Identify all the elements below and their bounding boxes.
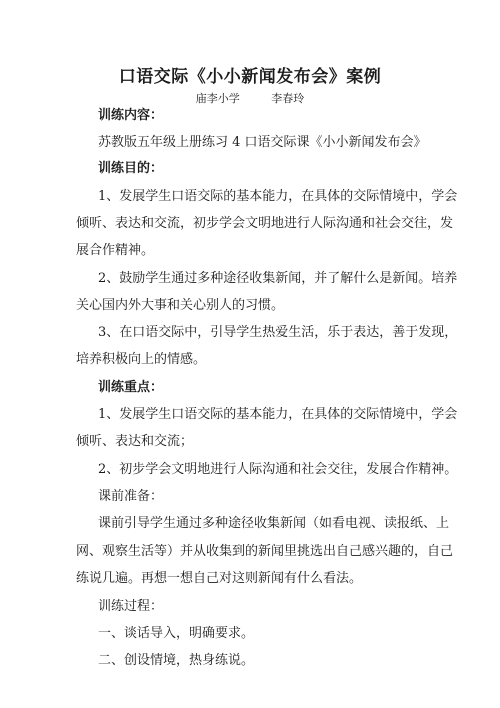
heading-training-content: 训练内容： [98,108,164,123]
heading-preparation: 课前准备： [98,489,164,504]
paragraph-line: 1、发展学生口语交际的基本能力，在具体的交际情境中，学会 [98,407,458,422]
paragraph-line: 苏教版五年级上册练习 4 口语交际课《小小新闻发布会》 [98,135,427,150]
paragraph-line: 1、发展学生口语交际的基本能力，在具体的交际情境中，学会 [98,189,458,204]
paragraph-line: 2、鼓励学生通过多种途径收集新闻，并了解什么是新闻。培养 [98,271,458,286]
school-name: 庙李小学 [195,92,240,105]
paragraph-line: 关心国内外大事和关心别人的习惯。 [76,298,285,313]
paragraph-line: 二、创设情境，热身练说。 [98,653,255,668]
paragraph-line: 倾听、表达和交流； [76,434,194,449]
byline [0,90,500,106]
heading-training-purpose: 训练目的： [98,161,164,176]
paragraph-line: 培养积极向上的情感。 [76,352,207,367]
paragraph-line: 展合作精神。 [76,243,155,258]
heading-training-focus: 训练重点： [98,380,164,395]
paragraph-line: 练说几遍。再想一想自己对这则新闻有什么看法。 [76,571,363,586]
paragraph-line: 3、在口语交际中，引导学生热爱生活，乐于表达，善于发现， [98,325,458,340]
heading-training-process: 训练过程： [98,599,164,614]
paragraph-line: 课前引导学生通过多种途径收集新闻（如看电视、读报纸、上 [98,516,450,531]
author-name: 李春玲 [271,92,305,105]
paragraph-line: 网、观察生活等）并从收集到的新闻里挑选出自己感兴趣的，自己 [76,544,454,559]
document-title: 口语交际《小小新闻发布会》案例 [118,67,382,87]
paragraph-line: 2、初步学会文明地进行人际沟通和社会交往，发展合作精神。 [98,462,458,477]
paragraph-line: 倾听、表达和交流，初步学会文明地进行人际沟通和社会交往，发 [76,216,454,231]
paragraph-line: 一、谈话导入，明确要求。 [98,626,255,641]
